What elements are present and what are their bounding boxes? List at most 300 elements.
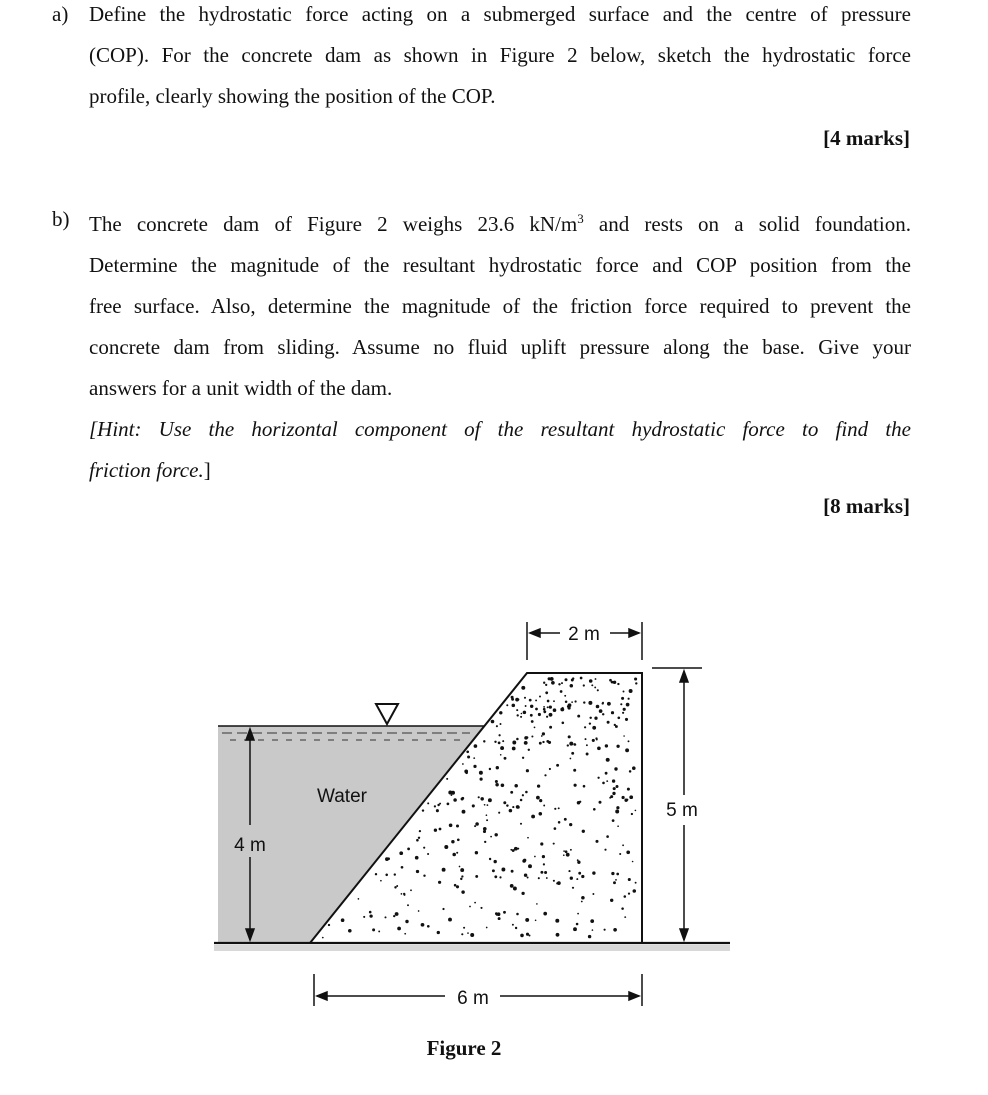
concrete-dot [422, 809, 424, 811]
concrete-dot [577, 913, 579, 915]
concrete-dot [523, 711, 527, 715]
concrete-dot [427, 802, 429, 804]
concrete-dot [606, 780, 608, 782]
concrete-dot [520, 823, 522, 825]
concrete-dot [478, 796, 480, 798]
concrete-dot [602, 702, 604, 704]
concrete-dot [461, 875, 463, 877]
concrete-dot [576, 878, 578, 880]
concrete-dot [583, 684, 585, 686]
concrete-dot [483, 827, 487, 831]
concrete-dot [384, 916, 386, 918]
concrete-dot [566, 853, 570, 857]
part-b-marks: [8 marks] [823, 494, 910, 518]
water-depth-label: 4 m [234, 835, 266, 856]
concrete-dot [594, 686, 596, 688]
concrete-dot [529, 699, 532, 702]
concrete-dot [407, 848, 410, 851]
concrete-dot [415, 856, 419, 860]
concrete-dot [516, 709, 518, 711]
concrete-dot [581, 875, 584, 878]
concrete-dot [604, 929, 606, 931]
concrete-dot [613, 928, 617, 932]
concrete-dot [394, 873, 396, 875]
concrete-dot [442, 908, 444, 910]
concrete-dot [501, 868, 505, 872]
concrete-dot [521, 892, 524, 895]
concrete-dot [586, 753, 589, 756]
concrete-dot [635, 810, 637, 812]
concrete-dot [466, 750, 469, 753]
concrete-dot [496, 725, 498, 727]
concrete-dot [574, 784, 577, 787]
concrete-dot [543, 863, 545, 865]
concrete-dot [474, 902, 476, 904]
concrete-dot [562, 707, 564, 709]
ground-band [214, 945, 730, 951]
concrete-dot [542, 732, 545, 735]
concrete-dot [546, 716, 548, 718]
concrete-dot [568, 735, 571, 738]
concrete-dot [503, 801, 506, 804]
concrete-dot [535, 920, 537, 922]
concrete-dot [520, 716, 522, 718]
concrete-dot [613, 681, 616, 684]
concrete-dot [526, 736, 529, 739]
concrete-dot [571, 752, 574, 755]
concrete-dot [594, 717, 597, 720]
concrete-dot [494, 860, 497, 863]
concrete-dot [565, 850, 568, 853]
concrete-dot [524, 697, 526, 699]
concrete-dot [527, 837, 529, 839]
concrete-dot [580, 677, 583, 680]
concrete-dot [369, 914, 372, 917]
concrete-dot [623, 735, 625, 737]
concrete-dot [514, 847, 518, 851]
concrete-dot [539, 799, 542, 802]
concrete-dot [531, 735, 533, 737]
concrete-dot [448, 918, 452, 922]
concrete-dot [358, 898, 360, 900]
concrete-dot [563, 854, 565, 856]
concrete-dot [551, 681, 555, 685]
concrete-dot [613, 881, 616, 884]
concrete-dot [611, 681, 614, 684]
concrete-dot [568, 706, 571, 709]
concrete-dot [446, 778, 448, 780]
concrete-dot [385, 874, 388, 877]
concrete-dot [616, 745, 619, 748]
concrete-dot [553, 708, 557, 712]
concrete-dot [462, 763, 464, 765]
concrete-dot [565, 678, 568, 681]
concrete-dot [635, 682, 637, 684]
superscript-3: 3 [577, 211, 584, 226]
concrete-dot [506, 704, 508, 706]
concrete-dot [541, 735, 543, 737]
concrete-dot [591, 684, 593, 686]
concrete-dot [527, 877, 529, 879]
concrete-dot [562, 722, 565, 725]
concrete-dot [516, 913, 519, 916]
concrete-dot [421, 923, 425, 927]
concrete-dot [461, 890, 464, 893]
concrete-dot [582, 830, 585, 833]
concrete-dot [461, 797, 464, 800]
concrete-dot [517, 714, 519, 716]
concrete-dot [460, 878, 462, 880]
concrete-dot [611, 711, 614, 714]
concrete-dot [401, 866, 404, 869]
concrete-dot [393, 915, 395, 917]
concrete-dot [436, 809, 439, 812]
concrete-dot [396, 885, 398, 887]
concrete-dot [328, 924, 330, 926]
concrete-dot [492, 869, 495, 872]
concrete-dot [629, 770, 632, 773]
concrete-dot [607, 702, 611, 706]
concrete-dot [423, 874, 425, 876]
concrete-dot [479, 771, 483, 775]
concrete-dot [602, 782, 605, 785]
concrete-dot [465, 772, 468, 775]
concrete-dot [500, 754, 502, 756]
concrete-dot [348, 929, 352, 933]
concrete-dot [615, 725, 618, 728]
figure-caption: Figure 2 [426, 1036, 502, 1060]
concrete-dot [526, 769, 529, 772]
concrete-dot [590, 919, 594, 923]
concrete-dot [467, 755, 470, 758]
concrete-dot [569, 823, 572, 826]
concrete-dot [593, 808, 596, 811]
part-b-line: concrete dam from sliding. Assume no fluid uplift pressure along the base. Give your [89, 335, 911, 359]
concrete-dot [564, 695, 566, 697]
concrete-dot [523, 859, 526, 862]
concrete-dot [583, 701, 585, 703]
concrete-dot [570, 758, 572, 760]
hint-close-bracket: ] [203, 458, 211, 482]
part-a-label: a) [52, 2, 69, 26]
concrete-dot [405, 920, 408, 923]
concrete-dot [501, 784, 505, 788]
part-b-label: b) [52, 207, 70, 231]
concrete-dot [555, 919, 559, 923]
concrete-dot [453, 798, 457, 802]
concrete-dot [452, 853, 456, 857]
concrete-dot [534, 727, 536, 729]
concrete-dot [606, 835, 609, 838]
concrete-dot [570, 684, 574, 688]
concrete-dot [607, 721, 610, 724]
concrete-dot [553, 843, 555, 845]
concrete-dot [616, 873, 619, 876]
concrete-dot [534, 856, 536, 858]
concrete-dot [569, 742, 573, 746]
concrete-dot [632, 861, 634, 863]
hint-line: [Hint: Use the horizontal component of the resultant hydrostatic force to find the [89, 417, 911, 441]
concrete-dot [520, 799, 523, 802]
concrete-dot [622, 796, 625, 799]
concrete-dot [626, 850, 630, 854]
concrete-dot [558, 807, 560, 809]
part-b-line1-post: and rests on a solid foundation. [583, 212, 911, 236]
concrete-dot [565, 701, 568, 704]
concrete-dot [599, 709, 603, 713]
concrete-dot [498, 812, 500, 814]
concrete-dot [537, 784, 540, 787]
part-a-line: Define the hydrostatic force acting on a submerged surface and the centre of pressure [89, 2, 911, 26]
free-surface-symbol-icon [376, 704, 398, 724]
part-b-line: free surface. Also, determine the magnitude of the friction force required to prevent the [89, 294, 911, 318]
concrete-dot [557, 881, 561, 885]
concrete-dot [461, 933, 463, 935]
part-b-line: answers for a unit width of the dam. [89, 376, 393, 400]
concrete-dot [528, 749, 530, 751]
concrete-dot [512, 741, 516, 745]
concrete-dot [494, 833, 497, 836]
concrete-dot [549, 705, 552, 708]
concrete-dot [568, 870, 570, 872]
concrete-dot [470, 933, 474, 937]
concrete-dot [619, 853, 621, 855]
concrete-dot [632, 766, 636, 770]
concrete-dot [540, 842, 543, 845]
concrete-dot [480, 778, 483, 781]
concrete-dot [439, 828, 442, 831]
concrete-dot [475, 822, 479, 826]
concrete-dot [475, 875, 478, 878]
concrete-dot [543, 710, 546, 713]
concrete-dot [550, 677, 554, 681]
concrete-dot [503, 911, 506, 914]
concrete-dot [378, 930, 380, 932]
concrete-dot [611, 872, 614, 875]
concrete-dot [530, 714, 533, 717]
concrete-dot [372, 928, 375, 931]
concrete-dot [516, 738, 519, 741]
concrete-dot [512, 924, 514, 926]
concrete-dot [544, 774, 546, 776]
concrete-dot [543, 682, 545, 684]
concrete-dot [592, 739, 595, 742]
concrete-dot [624, 895, 627, 898]
concrete-dot [522, 794, 524, 796]
concrete-dot [531, 815, 535, 819]
concrete-dot [463, 927, 465, 929]
concrete-dot [525, 918, 529, 922]
concrete-dot [606, 758, 610, 762]
concrete-dot [539, 742, 542, 745]
concrete-dot [531, 720, 534, 723]
concrete-dot [616, 785, 619, 788]
concrete-dot [483, 740, 485, 742]
concrete-dot [427, 853, 429, 855]
concrete-dot [560, 690, 563, 693]
concrete-dot [628, 893, 630, 895]
concrete-dot [460, 868, 464, 872]
concrete-dot [545, 691, 548, 694]
concrete-dot [542, 855, 545, 858]
concrete-dot [629, 795, 633, 799]
concrete-dot [634, 677, 637, 680]
concrete-dot [584, 726, 586, 728]
part-a-line: profile, clearly showing the position of the COP. [89, 84, 496, 108]
concrete-dot [437, 931, 440, 934]
concrete-dot [545, 684, 547, 686]
concrete-dot [592, 929, 594, 931]
concrete-dot [628, 740, 630, 742]
concrete-dot [456, 885, 459, 888]
concrete-dot [448, 791, 452, 795]
concrete-dot [454, 884, 457, 887]
concrete-dot [490, 836, 492, 838]
concrete-dot [427, 925, 430, 928]
concrete-dot [484, 841, 486, 843]
concrete-dot [623, 708, 626, 711]
concrete-dot [635, 882, 637, 884]
concrete-dot [627, 788, 630, 791]
concrete-dot [526, 933, 529, 936]
concrete-dot [581, 901, 583, 903]
concrete-dot [469, 906, 471, 908]
concrete-dot [495, 783, 498, 786]
concrete-dot [521, 713, 523, 715]
concrete-dot [500, 746, 504, 750]
concrete-dot [475, 851, 478, 854]
concrete-dot [491, 720, 495, 724]
concrete-dot [474, 744, 478, 748]
concrete-dot [615, 810, 619, 814]
concrete-dot [517, 806, 520, 809]
concrete-dot [583, 785, 586, 788]
concrete-dot [486, 927, 488, 929]
concrete-dot [553, 880, 555, 882]
concrete-dot [525, 791, 528, 794]
concrete-dot [404, 933, 406, 935]
concrete-dot [589, 717, 591, 719]
concrete-dot [625, 718, 628, 721]
dam-height-label: 5 m [666, 800, 698, 821]
concrete-dot [444, 845, 448, 849]
concrete-dot [538, 877, 540, 879]
concrete-dot [456, 825, 459, 828]
concrete-dot [512, 704, 516, 708]
concrete-dot [495, 780, 498, 783]
concrete-dot [434, 805, 436, 807]
concrete-dot [576, 923, 579, 926]
concrete-dot [462, 810, 466, 814]
concrete-dot [625, 748, 629, 752]
concrete-dot [595, 737, 597, 739]
concrete-dot [369, 911, 372, 914]
concrete-dot [549, 768, 551, 770]
concrete-dot [449, 823, 453, 827]
concrete-dot [597, 746, 601, 750]
concrete-dot [613, 787, 616, 790]
concrete-dot [522, 757, 524, 759]
concrete-dot [612, 819, 615, 822]
concrete-dot [563, 850, 565, 852]
concrete-dot [494, 741, 496, 743]
concrete-dot [548, 741, 551, 744]
concrete-dot [589, 722, 591, 724]
concrete-dot [418, 910, 420, 912]
concrete-dot [588, 701, 592, 705]
concrete-dot [585, 738, 587, 740]
concrete-dot [621, 697, 624, 700]
concrete-dot [504, 757, 507, 760]
concrete-dot [626, 703, 630, 707]
concrete-dot [514, 784, 518, 788]
concrete-dot [572, 677, 574, 679]
part-b-line [89, 198, 911, 245]
concrete-dot [623, 691, 625, 693]
concrete-dot [595, 678, 597, 680]
concrete-dot [543, 805, 545, 807]
concrete-dot [577, 801, 581, 805]
concrete-dot [480, 907, 482, 909]
concrete-dot [588, 935, 591, 938]
concrete-dot [404, 894, 406, 896]
concrete-dot [558, 683, 560, 685]
concrete-dot [592, 726, 596, 730]
concrete-dot [500, 723, 502, 725]
concrete-dot [499, 876, 501, 878]
concrete-dot [556, 933, 560, 937]
concrete-dot [553, 700, 555, 702]
part-a-marks: [4 marks] [823, 126, 910, 150]
concrete-dot [535, 699, 537, 701]
concrete-dot [387, 857, 390, 860]
base-width-label: 6 m [457, 988, 489, 1009]
concrete-dot [572, 887, 574, 889]
concrete-dot [480, 797, 483, 800]
concrete-dot [510, 791, 513, 794]
concrete-dot [592, 871, 595, 874]
concrete-dot [363, 916, 365, 918]
concrete-dot [539, 696, 541, 698]
concrete-dot [602, 713, 604, 715]
concrete-dot [410, 889, 412, 891]
concrete-dot [498, 734, 500, 736]
concrete-dot [401, 893, 403, 895]
part-a-line: (COP). For the concrete dam as shown in Figure 2 below, sketch the hydrostatic force [89, 43, 911, 67]
concrete-dot [472, 804, 475, 807]
concrete-dot [341, 918, 345, 922]
concrete-dot [489, 768, 491, 770]
concrete-dot [394, 886, 396, 888]
concrete-dot [544, 871, 547, 874]
concrete-dot [506, 804, 508, 806]
concrete-dot [628, 878, 631, 881]
concrete-dot [586, 744, 588, 746]
concrete-dot [577, 861, 580, 864]
concrete-dot [530, 705, 533, 708]
concrete-dot [538, 713, 541, 716]
concrete-dot [407, 904, 409, 906]
concrete-dot [589, 679, 593, 683]
concrete-dot [473, 757, 475, 759]
concrete-dot [438, 881, 441, 884]
concrete-dot [573, 769, 576, 772]
concrete-dot [509, 809, 513, 813]
concrete-dot [617, 825, 619, 827]
concrete-dot [451, 840, 454, 843]
concrete-dot [399, 851, 403, 855]
concrete-dot [629, 689, 633, 693]
